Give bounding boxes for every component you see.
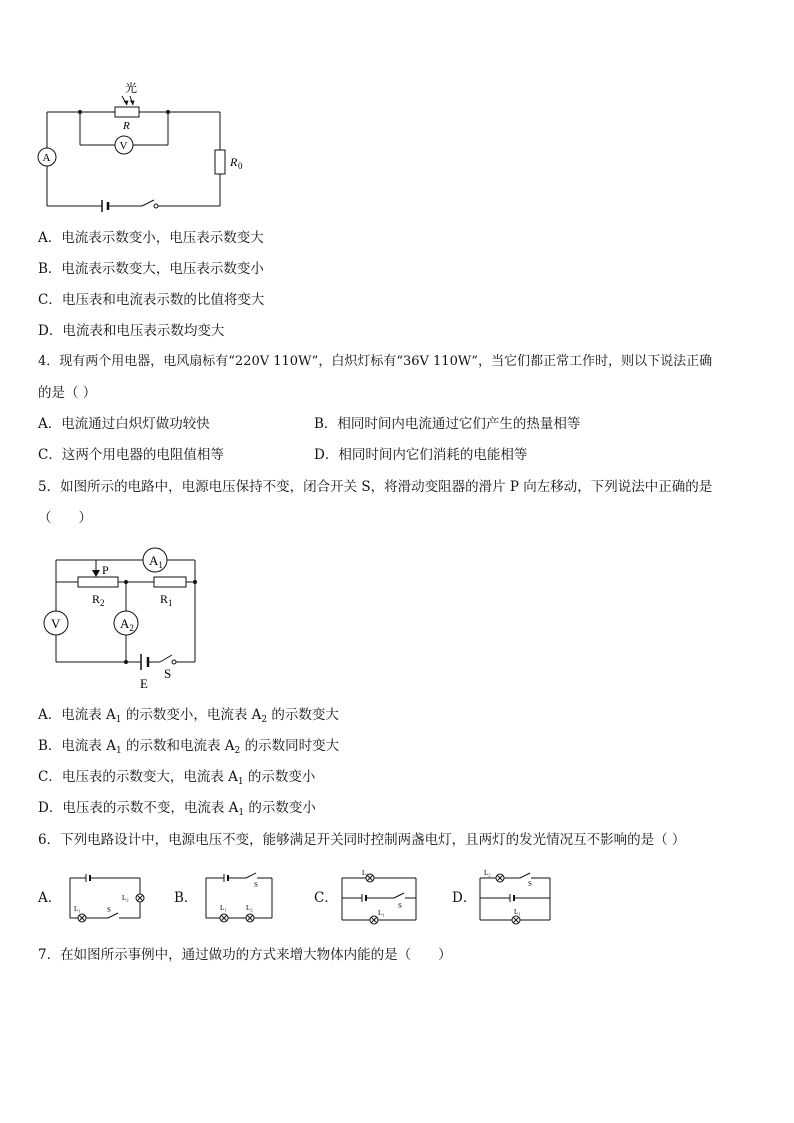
q6b-l2: L₂ xyxy=(246,904,253,912)
q6a-s: S xyxy=(107,906,111,914)
slider-p-label: P xyxy=(102,563,109,577)
q5-stem-line1: 5．如图所示的电路中，电源电压保持不变，闭合开关 S，将滑动变阻器的滑片 P 向左移动，下列说法中正确的是 xyxy=(38,479,713,495)
resistor-r0 xyxy=(215,150,225,174)
voltmeter-label: V xyxy=(119,140,128,152)
q5-option-a: A．电流表 $A_1$ 的示数变小，电流表 $A_2$ 的示数变大 xyxy=(38,707,339,725)
r1-label: $R_1$ xyxy=(160,592,173,608)
q6a-l2: L₂ xyxy=(122,894,129,902)
q6c-l2: L₂ xyxy=(362,869,369,877)
q6-circuit-b xyxy=(200,870,280,924)
q6d-l1: L₁ xyxy=(514,908,521,916)
q6-label-d: D． xyxy=(452,890,477,906)
q6d-l2: L₂ xyxy=(484,869,491,877)
a1-label: $A_1$ xyxy=(149,553,163,570)
q4-option-c: C．这两个用电器的电阻值相等 xyxy=(38,447,224,463)
q6c-s: S xyxy=(398,902,402,910)
r0-subscript: 0 xyxy=(238,161,243,171)
q6b-s: S xyxy=(254,881,258,889)
q4-option-a: A．电流通过白炽灯做功较快 xyxy=(38,416,210,432)
q6-stem: 6．下列电路设计中，电源电压不变，能够满足开关同时控制两盏电灯，且两灯的发光情况互不影响的是（ ） xyxy=(38,832,686,848)
q5-option-d: D．电压表的示数不变，电流表 $A_1$ 的示数变小 xyxy=(38,800,316,818)
q4-option-d: D．相同时间内它们消耗的电能相等 xyxy=(314,447,528,463)
r2-label: $R_2$ xyxy=(92,592,105,608)
ammeter-label: A xyxy=(42,152,51,164)
r-label: R xyxy=(123,120,130,132)
q6a-l1: L₁ xyxy=(74,905,81,913)
q6d-s: S xyxy=(528,880,532,888)
rheostat-r2 xyxy=(78,577,118,587)
switch-s-label: S xyxy=(164,666,172,681)
q7-stem: 7．在如图所示事例中，通过做功的方式来增大物体内能的是（ ） xyxy=(38,947,452,963)
photoresistor-circuit-figure xyxy=(30,76,260,216)
voltmeter-label-q5: V xyxy=(51,616,61,631)
q6-label-c: C． xyxy=(314,890,338,906)
q5-option-b: B．电流表 $A_1$ 的示数和电流表 $A_2$ 的示数同时变大 xyxy=(38,738,340,756)
q3-option-b: B．电流表示数变大，电压表示数变小 xyxy=(38,261,264,277)
q6-label-b: B． xyxy=(174,890,198,906)
rheostat-circuit-figure xyxy=(38,540,218,692)
q6b-l1: L₁ xyxy=(220,904,227,912)
q6-circuit-a xyxy=(64,870,148,924)
photoresistor xyxy=(115,107,139,117)
light-label: 光 xyxy=(125,81,138,95)
q4-stem-line2: 的是（ ） xyxy=(38,385,97,401)
q5-stem-line2: （ ） xyxy=(38,510,92,526)
q6-circuit-c xyxy=(338,868,422,926)
q4-option-b: B．相同时间内电流通过它们产生的热量相等 xyxy=(314,416,581,432)
r0-label: R xyxy=(230,155,238,169)
q6c-l1: L₁ xyxy=(378,909,385,917)
a2-label: $A_2$ xyxy=(120,616,134,633)
resistor-r1 xyxy=(154,577,186,587)
q5-option-c: C．电压表的示数变大，电流表 $A_1$ 的示数变小 xyxy=(38,769,316,787)
q6-label-a: A． xyxy=(38,890,62,906)
q3-option-a: A．电流表示数变小，电压表示数变大 xyxy=(38,230,264,246)
q4-stem-line1: 4．现有两个用电器，电风扇标有“220V 110W”，白炽灯标有“36V 110W”，当它们都正常工作时，则以下说法正确 xyxy=(38,354,713,369)
q3-option-c: C．电压表和电流表示数的比值将变大 xyxy=(38,292,265,308)
battery-e-label: E xyxy=(140,676,148,691)
q3-option-d: D．电流表和电压表示数均变大 xyxy=(38,323,225,339)
q6-circuit-d xyxy=(476,866,556,926)
